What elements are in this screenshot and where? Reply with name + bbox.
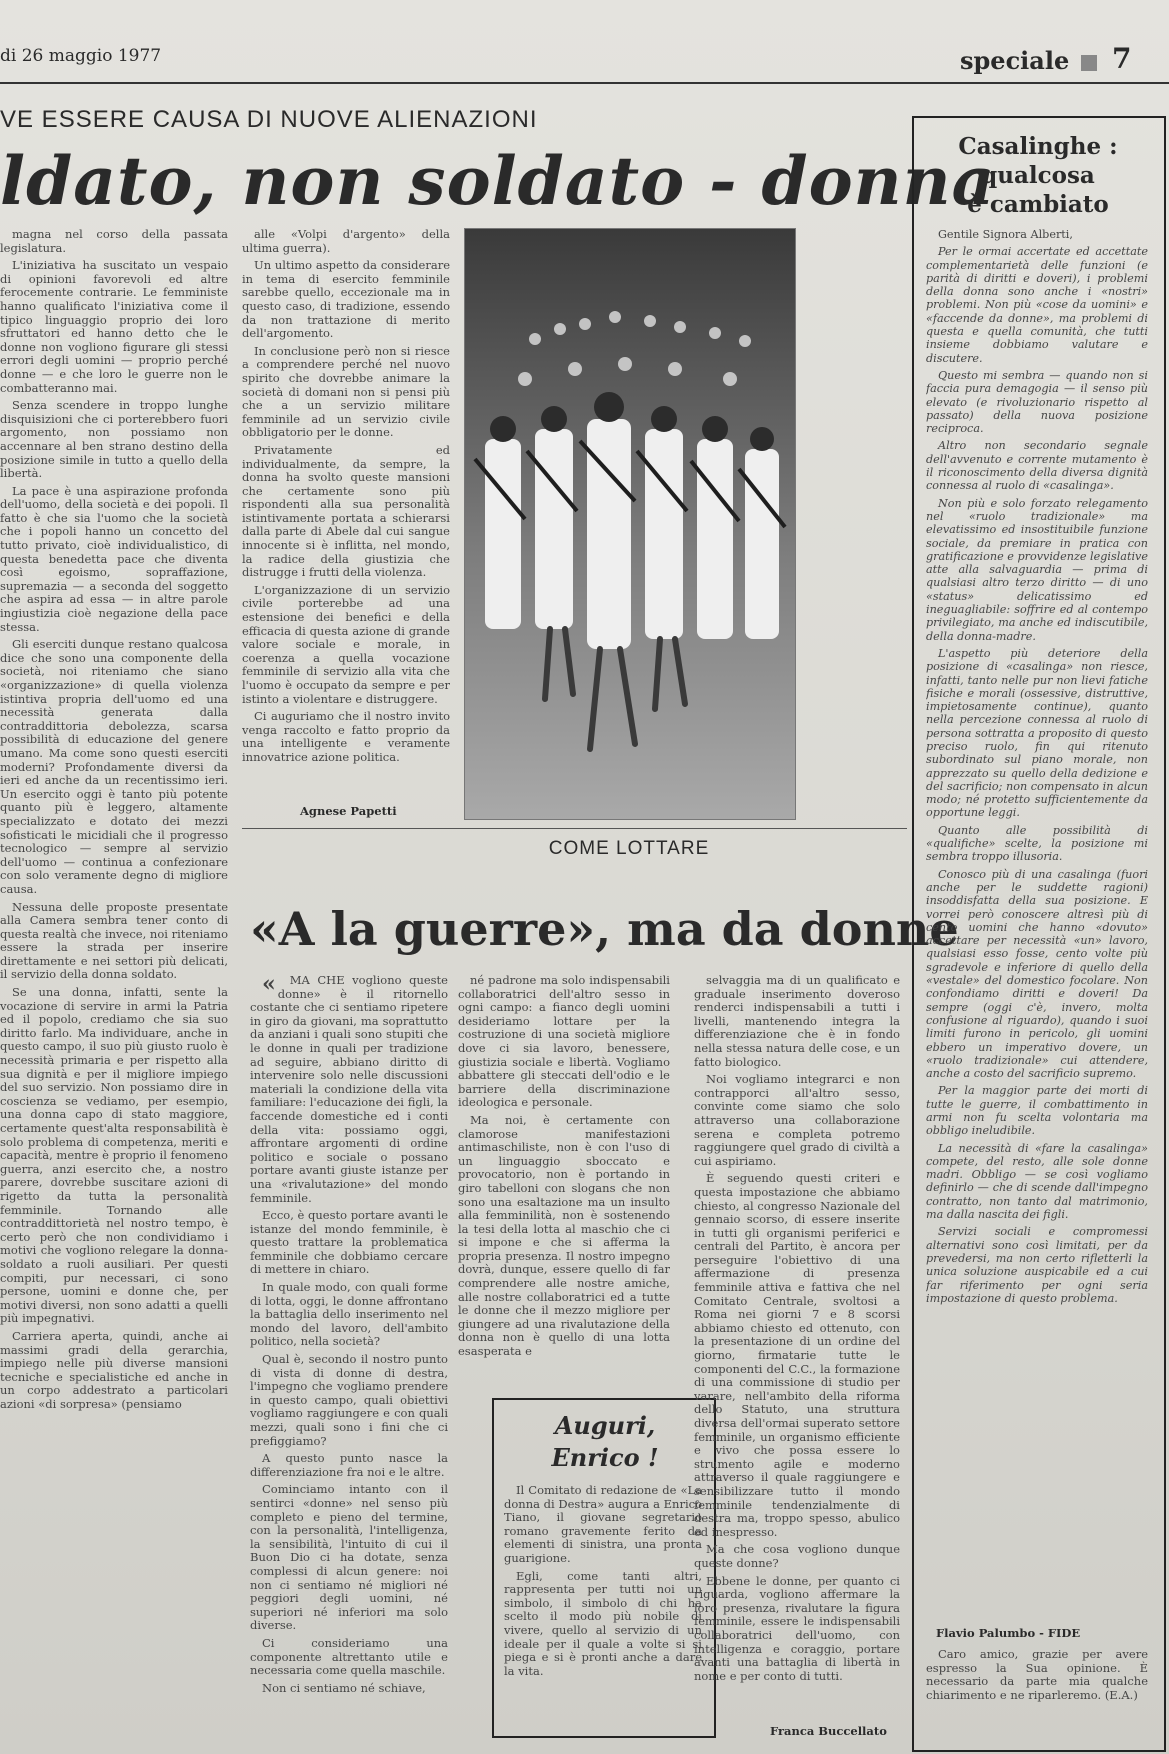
paragraph: È seguendo questi criteri e questa impostazione che abbiamo chiesto, al congresso Nazionale del gennaio scorso, di essere inserite in tutti gli organismi periferici e centrali del Partito, è ancora per perseguire l'obiettivo di una affermazione di presenza femminile attiva e fattiva che nel Comitato Centrale, svoltosi a Roma nei giorni 7 e 8 scorsi abbiamo chiesto ed ottenuto, con la presentazione di un ordine del giorno, firmatarie tutte le componenti del C.C., la formazione di una commissione di studio per varare, nell'ambito della riforma dello Statuto, una struttura diversa dell'ormai superato settore femminile, un organismo efficiente e vivo che possa essere lo strumento agile e moderno attraverso il quale raggiungere e sensibilizzare tutto il mondo femminile tendenzialmente di destra ma, troppo spesso, abulico ed inespresso. xyxy=(694,1171,900,1539)
paragraph: Senza scendere in troppo lunghe disquisizioni che ci porterebbero fuori argomento, non possiamo non accennare al ben strano destino della posizione simile in tutto a quello della libertà. xyxy=(0,398,228,481)
paragraph: Egli, come tanti altri, rappresenta per tutti noi un simbolo, il simbolo di chi ha scelto il modo più nobile di vivere, quello al servizio di un ideale per il quale a volte si si piega e si è pronti anche a dare la vita. xyxy=(504,1568,702,1678)
paragraph: Ci consideriamo una componente altrettanto utile e necessaria come quella maschile. xyxy=(250,1635,448,1678)
paragraph: Questo mi sembra — quando non si faccia pura demagogia — il senso più elevato (e rivoluzionario rispetto al passato) della nuova posizione reciproca. xyxy=(926,368,1148,436)
paragraph: Se una donna, infatti, sente la vocazione di servire in armi la Patria ed il popolo, crediamo che sia suo diritto farlo. Ma individuare, anche in questo campo, il suo più giusto ruolo è necessità primaria e per rispetto alla sua dignità e per il migliore impiego del suo servizio. Non possiamo dire in coscienza se vediamo, per esempio, una donna capo di stato maggiore, certamente quest'alta responsabilità è solo problema di competenza, meriti e capacità, mentre è proprio il fenomeno guerra, anzi esercito che, a nostro parere, dovrebbe suscitare azioni di rigetto da tutta la personalità femminile. Tornando alle contraddittorietà nel nostro tempo, è certo però che non condividiamo i motivi che vogliono relegare la donna-soldato a ruoli ausiliari. Per questi compiti, pur necessari, ci sono persone, uomini e donne che, per motivi diversi, non sono adatti a quelli più impegnativi. xyxy=(0,985,228,1326)
sidebar-title-line2: qualcosa xyxy=(981,162,1095,189)
paragraph: La pace è una aspirazione profonda dell'uomo, della società e dei popoli. Il fatto è che sia l'uomo che la società che i popoli hanno un concetto del tutto privato, cioè individualistico, di questa benedetta pace che diventa così egoismo, sopraffazione, supremazia — a seconda del soggetto che aspira ad essa — in altre parole ingiustizia cioè negazione della pace stessa. xyxy=(0,483,228,634)
sidebar-title-line3: è cambiato xyxy=(967,191,1109,218)
paragraph: Ma noi, è certamente con clamorose manifestazioni antimaschiliste, non è con l'uso di un linguaggio sboccato e provocatorio, non è portando in giro tabelloni con slogans che non sono una esaltazione ma un insulto alla femminilità, non è sostenendo la tesi della lotta al maschio che ci si impone e che si afferma la propria presenza. Il nostro impegno dovrà, dunque, essere quello di far comprendere alle nostre amiche, alle nostre collaboratrici ed a tutte le donne che il mezzo migliore per giungere ad una rivalutazione della donna non è quello di una lotta esasperata e xyxy=(458,1112,670,1359)
paragraph: Noi vogliamo integrarci e non contrapporci all'altro sesso, convinte come siamo che solo attraverso una collaborazione serena e completa potremo raggiungere quel grado di civiltà a cui aspiriamo. xyxy=(694,1072,900,1168)
paragraph: né padrone ma solo indispensabili collaboratrici dell'altro sesso in ogni campo: a fianco degli uomini desideriamo lottare per la costruzione di una società migliore dove ci sia lavoro, benessere, giustizia sociale e libertà. Vogliamo abbattere gli steccati dell'odio e le barriere della discriminazione ideologica e personale. xyxy=(458,974,670,1110)
section-name: speciale xyxy=(960,46,1070,75)
sidebar-author: Flavio Palumbo - FIDE xyxy=(936,1626,1081,1640)
paragraph: Cominciamo intanto con il sentirci «donne» nel senso più completo e pieno del termine, con la personalità, l'intelligenza, la sensibilità, l'intuito di cui il Buon Dio ci ha dotate, senza complessi di alcun genere: noi non ci sentiamo né migliori né peggiori degli uomini, né superiori né inferiori ma solo diverse. xyxy=(250,1482,448,1633)
main-article-author: Agnese Papetti xyxy=(300,804,397,818)
paragraph: Ci auguriamo che il nostro invito venga raccolto e fatto proprio da una intelligente e veramente innovatrice azione politica. xyxy=(242,709,450,764)
paragraph: magna nel corso della passata legislatura. xyxy=(0,228,228,255)
auguri-title-line1: Auguri, xyxy=(554,1411,656,1440)
sidebar-reply xyxy=(926,1648,1148,1738)
sidebar-title xyxy=(918,132,1158,219)
auguri-title xyxy=(500,1410,710,1474)
auguri-title-line2: Enrico ! xyxy=(551,1443,659,1472)
paragraph: Qual è, secondo il nostro punto di vista di donne di destra, l'impegno che vogliamo prendere in questo campo, quali obiettivi vogliamo raggiungere e con quali mezzi, quali sono i fini che ci prefiggiamo? xyxy=(250,1352,448,1448)
paragraph: alle «Volpi d'argento» della ultima guerra). xyxy=(242,228,450,255)
paragraph: Ecco, è questo portare avanti le istanze del mondo femminile, è questo trattare la problematica femminile che dobbiamo cercare di mettere in chiaro. xyxy=(250,1208,448,1277)
paragraph: La necessità di «fare la casalinga» compete, del resto, alle sole donne madri. Obbligo — se così vogliamo definirlo — che di scende dall'impegno contratto, non tanto dal matrimonio, ma dalla nascita dei figli. xyxy=(926,1141,1148,1222)
page-number: 7 xyxy=(1112,42,1132,75)
section-label xyxy=(960,46,1109,75)
drop-cap: « xyxy=(262,974,276,997)
paragraph: Per le ormai accertate ed accettate complementarietà delle funzioni (e parità di diritti e doveri), i problemi della donna sono anche i «nostri» problemi. Non più «cose da uomini» e «faccende da donne», ma problemi di questa e quella comunità, che tutti insieme dobbiamo valutare e discutere. xyxy=(926,245,1148,365)
paragraph: Per la maggior parte dei morti di tutte le guerre, il combattimento in armi non fu scelta volontaria ma obbligo ineludibile. xyxy=(926,1084,1148,1138)
paragraph: In quale modo, con quali forme di lotta, oggi, le donne affrontano la battaglia dello inserimento nel mondo del lavoro, dell'ambito politico, nella società? xyxy=(250,1280,448,1349)
paragraph: Servizi sociali e compromessi alternativi sono così limitati, per da prevedersi, ma non certo rifletterli la unica soluzione auspicabile ed a cui far riferimento per ogni seria impostazione di questo problema. xyxy=(926,1225,1148,1305)
main-article-col1 xyxy=(0,228,228,1748)
paragraph: Ma che cosa vogliono dunque queste donne? xyxy=(694,1542,900,1570)
paragraph: Il Comitato di redazione de «La donna di Destra» augura a Enrico Tiano, il giovane segretario romano gravemente ferito da elementi di sinistra, una pronta guarigione. xyxy=(504,1484,702,1565)
marching-women-photo xyxy=(464,228,796,820)
paragraph: In conclusione però non si riesce a comprendere perché nel nuovo spirito che dovrebbe animare la società di domani non si pensi più che a un servizio militare femminile ad un servizio civile obbligatorio per le donne. xyxy=(242,343,450,440)
second-kicker: COME LOTTARE xyxy=(548,838,710,859)
second-article-col2 xyxy=(458,974,670,1394)
main-article-col2 xyxy=(242,228,450,793)
paragraph: Un ultimo aspetto da considerare in tema di esercito femminile sarebbe quello, eccezionale ma in questo caso, di tradizione, essendo da non trattazione di merito dell'argomento. xyxy=(242,258,450,341)
paragraph: Non ci sentiamo né schiave, xyxy=(262,1680,426,1694)
section-divider xyxy=(242,828,907,829)
paragraph: L'iniziativa ha suscitato un vespaio di opinioni favorevoli ed altre ferocemente contrarie. Le femministe hanno qualificato l'iniziativa come il tipico linguaggio proprio dei loro sfruttatori ed hanno detto che le donne non vogliono figurare gli stessi errori degli uomini — proprio perché donne — e che loro le guerre non le combatteranno mai. xyxy=(0,258,228,395)
auguri-body xyxy=(504,1484,702,1724)
paragraph-text: MA CHE vogliono queste donne» è il ritornello costante che ci sentiamo ripetere in giro da giovani, ma soprattutto da anziani i quali sono stupiti che le donne in quali per tradizione ad seguire, abbiano diritto di intervenire solo nelle discussioni materiali la condizione della vita familiare: l'educazione dei figli, la faccende domestiche ed i conti della vita: possiamo oggi, affrontare argomenti di ordine politico e sociale o possano portare avanti giuste istanze per una «rivalutazione» del mondo femminile. xyxy=(250,974,448,1205)
paragraph: A questo punto nasce la differenziazione fra noi e le altre. xyxy=(250,1451,448,1479)
paragraph: Gli eserciti dunque restano qualcosa dice che sono una componente della società, noi riteniamo che siano «organizzazione» di quella violenza istintiva propria dell'uomo ed una necessità generata dalla contraddittoria debolezza, scarsa possibilità di educazione del genere umano. Ma come sono questi eserciti moderni? Profondamente diversi da ieri ed anche da un recentissimo ieri. Un esercito oggi è tanto più potente quanto più è leggero, altamente specializzato e dotato dei mezzi sofisticati le micidiali che il progresso tecnologico — sempre al servizio dell'uomo — continua a confezionare con solo veramente degno di migliore causa. xyxy=(0,637,228,896)
second-article-col3 xyxy=(694,974,900,1714)
top-rule xyxy=(0,82,1169,84)
paragraph: Nessuna delle proposte presentate alla Camera sembra tener conto di questa realtà che invece, noi riteniamo essere la strada per inserire direttamente e nei settori più delicati, il servizio della donna soldato. xyxy=(0,899,228,982)
paragraph: Altro non secondario segnale dell'avvenuto e corrente mutamento è il riconoscimento della diversa dignità connessa al ruolo di «casalinga». xyxy=(926,439,1148,493)
paragraph: Conosco più di una casalinga (fuori anche per le suddette ragioni) insoddisfatta della sua posizione. E vorrei però conoscere altresì più di cento uomini che hanno «dovuto» accettare per necessità «un» lavoro, qualsiasi esso fosse, cento volte più sgradevole e inferiore di quello della «vestale» del domestico focolare. Non confondiamo diritti e doveri! Da sempre (oggi c'è, invero, molta confusione al riguardo), quando i suoi limiti furono in pericolo, gli uomini ebbero un imperativo dovere, un «ruolo tradizionale» cui attendere, anche a costo del sacrificio supremo. xyxy=(926,867,1148,1081)
salutation: Gentile Signora Alberti, xyxy=(938,228,1073,241)
paragraph: Carriera aperta, quindi, anche ai massimi gradi della gerarchia, impiego nelle più diverse mansioni tecniche e specialistiche ed anche in un corpo addestrato a particolari azioni «di sorpresa» (pensiamo xyxy=(0,1328,228,1411)
paragraph: Non più e solo forzato relegamento nel «ruolo tradizionale» ma elevatissimo ed insostituibile funzione sociale, da premiare in pratica con gratificazione e provvidenze legislative atte alla salvaguardia — prima di qualsiasi altro terzo diritto — di uno «status» delicatissimo ed ineguagliabile: soffrire ed al contempo privilegiato, ma anche ed indiscutibile, della donna-madre. xyxy=(926,496,1148,643)
square-bullet-icon xyxy=(1081,55,1097,71)
second-article-author: Franca Buccellato xyxy=(770,1724,887,1738)
paragraph: Ebbene le donne, per quanto ci riguarda, vogliono affermare la loro presenza, rivalutare la figura femminile, essere le indispensabili collaboratrici dell'uomo, con intelligenza e coraggio, portare avanti una battaglia di libertà in nome e per conto di tutti. xyxy=(694,1573,900,1683)
paragraph: Caro amico, grazie per avere espresso la Sua opinione. È necessario da parte mia qualche chiarimento e ne riparleremo. (E.A.) xyxy=(926,1648,1148,1702)
second-headline: «A la guerre», ma da donne xyxy=(250,902,959,956)
paragraph: L'aspetto più deteriore della posizione di «casalinga» non riesce, infatti, tanto nelle pur non lievi fatiche fisiche e morali (ossessive, distruttive, impietosamente continue), quanto nella percezione connessa al ruolo di persona sottratta a proposito di questo preciso ruolo, fin qui ritenuto subordinato sul piano morale, non apprezzato su quello della dedizione e del sacrificio; non compensato in alcun modo; né protetto sufficientemente da opportune leggi. xyxy=(926,646,1148,820)
sidebar-title-line1: Casalinghe : xyxy=(958,133,1118,160)
paragraph: L'organizzazione di un servizio civile porterebbe ad una estensione dei benefici e della efficacia di questa azione di grande valore sociale e morale, in coerenza a quella vocazione femminile di servizio alla vita che l'uomo è occupato da sempre e per istinto a violentare e distruggere. xyxy=(242,582,450,706)
main-headline: ldato, non soldato - donna xyxy=(0,142,996,220)
dateline: di 26 maggio 1977 xyxy=(0,46,162,66)
sidebar-body xyxy=(926,228,1148,1618)
main-kicker: VE ESSERE CAUSA DI NUOVE ALIENAZIONI xyxy=(0,106,538,133)
photo-illustration xyxy=(465,229,795,819)
paragraph xyxy=(250,974,448,1205)
paragraph: Privatamente ed individualmente, da sempre, la donna ha svolto queste mansioni che certamente sono più rispondenti alla sua personalità istintivamente portata a schierarsi dalla parte di Abele dal cui sangue innocente si è inflitta, nel mondo, la radice della giustizia che distrugge i frutti della violenza. xyxy=(242,442,450,580)
second-article-col1 xyxy=(250,974,448,1694)
paragraph: selvaggia ma di un qualificato e graduale inserimento doveroso renderci indispensabili a tutti i livelli, mantenendo integra la differenziazione che è in fondo nella stessa natura delle cose, e un fatto biologico. xyxy=(694,974,900,1069)
paragraph: Quanto alle possibilità di «qualifiche» scelte, la posizione mi sembra troppo illusoria. xyxy=(926,823,1148,864)
